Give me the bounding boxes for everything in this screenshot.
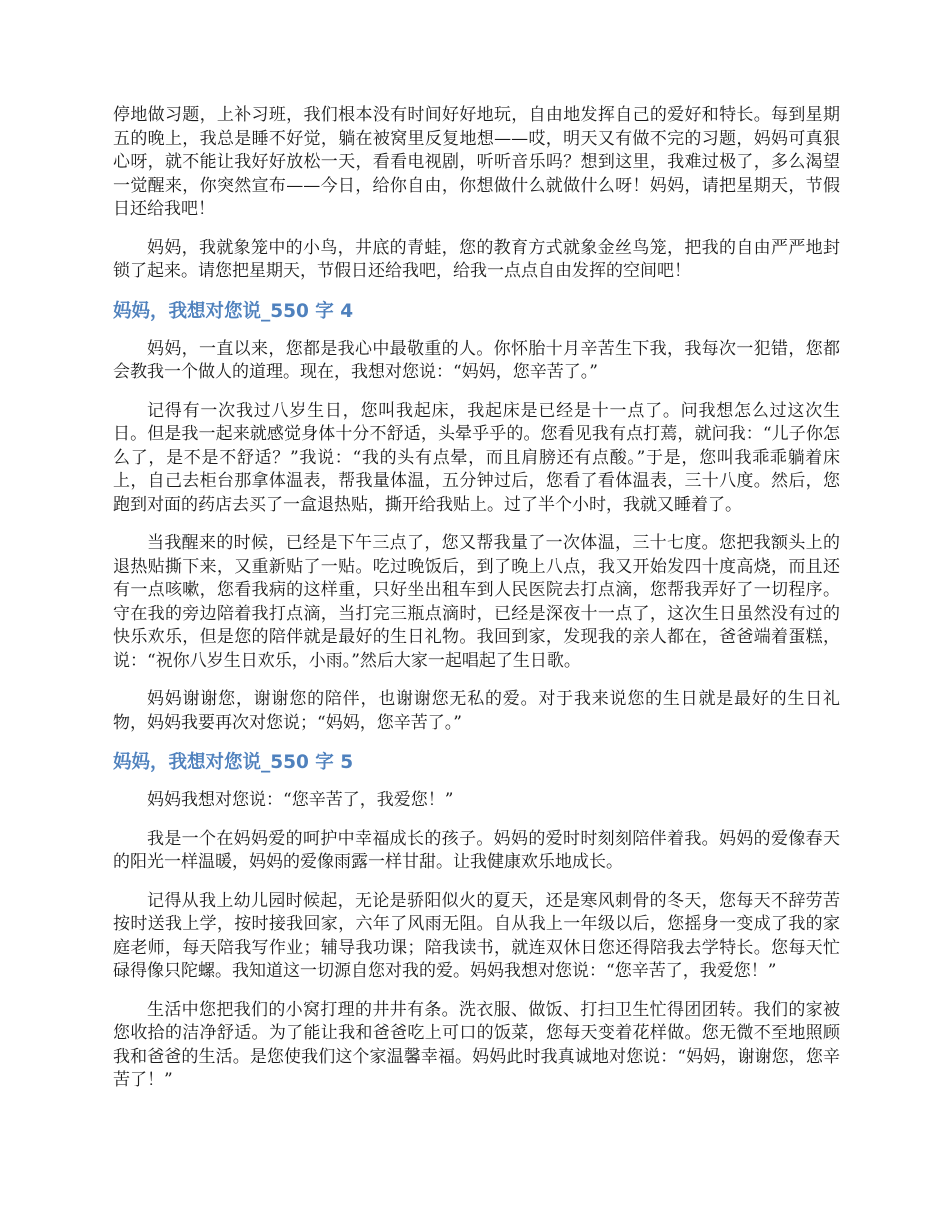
paragraph: 妈妈谢谢您，谢谢您的陪伴，也谢谢您无私的爱。对于我来说您的生日就是最好的生日礼物，妈妈我要再次对您说；“妈妈，您辛苦了。” — [113, 689, 840, 733]
paragraph: 我是一个在妈妈爱的呵护中幸福成长的孩子。妈妈的爱时时刻刻陪伴着我。妈妈的爱像春天的阳光一样温暖，妈妈的爱像雨露一样甘甜。让我健康欢乐地成长。 — [113, 828, 840, 872]
paragraph: 妈妈，我就象笼中的小鸟，井底的青蛙，您的教育方式就象金丝鸟笼，把我的自由严严地封锁了起来。请您把星期天，节假日还给我吧，给我一点点自由发挥的空间吧！ — [113, 237, 840, 281]
paragraph: 妈妈，一直以来，您都是我心中最敬重的人。你怀胎十月辛苦生下我，我每次一犯错，您都会教我一个做人的道理。现在，我想对您说：“妈妈，您辛苦了。” — [113, 338, 840, 382]
section-heading: 妈妈，我想对您说_550 字 4 — [113, 300, 354, 322]
document-page — [113, 104, 840, 1108]
paragraph: 当我醒来的时候，已经是下午三点了，您又帮我量了一次体温，三十七度。您把我额头上的退热贴撕下来，又重新贴了一贴。吃过晚饭后，到了晚上八点，我又开始发四十度高烧，而且还有一点咳嗽，您看我病的这样重，只好坐出租车到人民医院去打点滴，您帮我弄好了一切程序。守在我的旁边陪着我打点滴，当打完三瓶点滴时，已经是深夜十一点了，这次生日虽然没有过的快乐欢乐，但是您的陪伴就是最好的生日礼物。我回到家，发现我的亲人都在，爸爸端着蛋糕，说：“祝你八岁生日欢乐，小雨。”然后大家一起唱起了生日歌。 — [113, 533, 840, 671]
paragraph: 停地做习题，上补习班，我们根本没有时间好好地玩，自由地发挥自己的爱好和特长。每到星期五的晚上，我总是睡不好觉，躺在被窝里反复地想——哎，明天又有做不完的习题，妈妈可真狠心呀，就不能让我好好放松一天，看看电视剧，听听音乐吗？想到这里，我难过极了，多么渴望一觉醒来，你突然宣布——今日，给你自由，你想做什么就做什么呀！妈妈，请把星期天，节假日还给我吧！ — [113, 105, 840, 219]
paragraph: 记得有一次我过八岁生日，您叫我起床，我起床是已经是十一点了。问我想怎么过这次生日。但是我一起来就感觉身体十分不舒适，头晕乎乎的。您看见我有点打蔫，就问我：“儿子你怎么了，是不是不舒适？”我说：“我的头有点晕，而且肩膀还有点酸。”于是，您叫我乖乖躺着床上，自己去柜台那拿体温表，帮我量体温，五分钟过后，您看了看体温表，三十八度。然后，您跑到对面的药店去买了一盒退热贴，撕开给我贴上。过了半个小时，我就又睡着了。 — [113, 400, 840, 515]
section-heading: 妈妈，我想对您说_550 字 5 — [113, 752, 354, 773]
paragraph: 记得从我上幼儿园时候起，无论是骄阳似火的夏天，还是寒风刺骨的冬天，您每天不辞劳苦按时送我上学，按时接我回家，六年了风雨无阻。自从我上一年级以后，您摇身一变成了我的家庭老师，每天陪我写作业；辅导我功课；陪我读书，就连双休日您还得陪我去学特长。您每天忙碌得像只陀螺。我知道这一切源自您对我的爱。妈妈我想对您说：“您辛苦了，我爱您！” — [113, 890, 840, 981]
paragraph: 妈妈我想对您说：“您辛苦了，我爱您！” — [147, 790, 454, 810]
paragraph: 生活中您把我们的小窝打理的井井有条。洗衣服、做饭、打扫卫生忙得团团转。我们的家被您收拾的洁净舒适。为了能让我和爸爸吃上可口的饭菜，您每天变着花样做。您无微不至地照顾我和爸爸的生活。是您使我们这个家温馨幸福。妈妈此时我真诚地对您说：“妈妈，谢谢您，您辛苦了！” — [113, 999, 840, 1090]
